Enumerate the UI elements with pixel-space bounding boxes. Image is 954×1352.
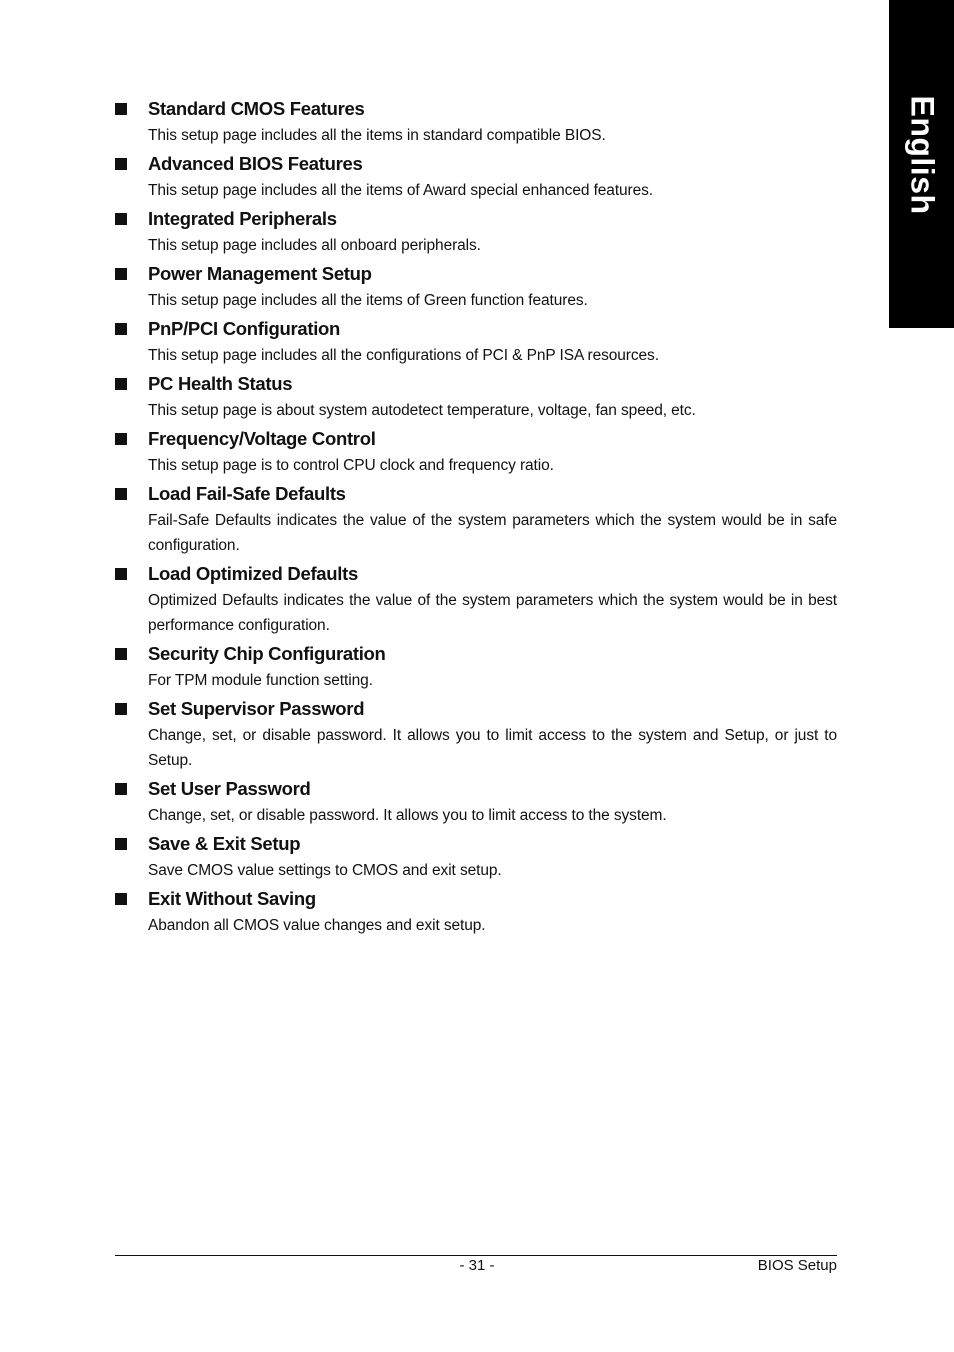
square-bullet-icon xyxy=(115,568,127,580)
item-title: Set User Password xyxy=(148,778,311,799)
list-item xyxy=(115,425,837,480)
item-description: Optimized Defaults indicates the value of the system parameters which the system would be in best performance configuration. xyxy=(148,592,837,634)
list-item xyxy=(115,775,837,830)
square-bullet-icon xyxy=(115,323,127,335)
square-bullet-icon xyxy=(115,783,127,795)
item-description: This setup page includes all the items in standard compatible BIOS. xyxy=(148,127,606,144)
item-description: Abandon all CMOS value changes and exit setup. xyxy=(148,917,486,934)
item-title: Power Management Setup xyxy=(148,263,372,284)
item-description: For TPM module function setting. xyxy=(148,672,373,689)
square-bullet-icon xyxy=(115,268,127,280)
list-item xyxy=(115,885,837,940)
list-item xyxy=(115,480,837,560)
item-title: Exit Without Saving xyxy=(148,888,316,909)
list-item xyxy=(115,695,837,775)
item-title: PnP/PCI Configuration xyxy=(148,318,341,339)
item-title: Security Chip Configuration xyxy=(148,643,386,664)
item-description: Save CMOS value settings to CMOS and exit setup. xyxy=(148,862,502,879)
item-title: Load Optimized Defaults xyxy=(148,563,358,584)
list-item xyxy=(115,150,837,205)
list-item xyxy=(115,830,837,885)
item-title: Set Supervisor Password xyxy=(148,698,365,719)
square-bullet-icon xyxy=(115,103,127,115)
list-item xyxy=(115,640,837,695)
square-bullet-icon xyxy=(115,213,127,225)
footer-section-title: BIOS Setup xyxy=(757,1257,837,1274)
item-title: Load Fail-Safe Defaults xyxy=(148,483,346,504)
square-bullet-icon xyxy=(115,378,127,390)
item-description: Fail-Safe Defaults indicates the value of the system parameters which the system would be in safe configuration. xyxy=(148,512,837,554)
footer-divider xyxy=(115,1255,837,1256)
square-bullet-icon xyxy=(115,838,127,850)
square-bullet-icon xyxy=(115,433,127,445)
square-bullet-icon xyxy=(115,158,127,170)
item-title: Frequency/Voltage Control xyxy=(148,428,376,449)
list-item xyxy=(115,315,837,370)
item-title: Save & Exit Setup xyxy=(148,833,301,854)
square-bullet-icon xyxy=(115,703,127,715)
item-title: PC Health Status xyxy=(148,373,293,394)
list-item xyxy=(115,95,837,150)
item-description: This setup page is about system autodetect temperature, voltage, fan speed, etc. xyxy=(148,402,696,419)
list-item xyxy=(115,205,837,260)
item-description: This setup page includes all the items of Award special enhanced features. xyxy=(148,182,653,199)
item-description: This setup page includes all the configurations of PCI & PnP ISA resources. xyxy=(148,347,659,364)
item-description: This setup page is to control CPU clock and frequency ratio. xyxy=(148,457,554,474)
item-title: Advanced BIOS Features xyxy=(148,153,363,174)
page-number-text: - 31 - xyxy=(459,1257,495,1274)
language-tab xyxy=(889,0,954,328)
item-title: Integrated Peripherals xyxy=(148,208,337,229)
list-item xyxy=(115,370,837,425)
item-description: Change, set, or disable password. It allows you to limit access to the system. xyxy=(148,807,667,824)
square-bullet-icon xyxy=(115,893,127,905)
square-bullet-icon xyxy=(115,648,127,660)
language-tab-label: English xyxy=(904,95,940,215)
bios-menu-description-list xyxy=(115,95,837,940)
list-item xyxy=(115,560,837,640)
item-description: Change, set, or disable password. It allows you to limit access to the system and Setup, or just to Setup. xyxy=(148,727,837,769)
square-bullet-icon xyxy=(115,488,127,500)
list-item xyxy=(115,260,837,315)
item-description: This setup page includes all onboard peripherals. xyxy=(148,237,481,254)
item-description: This setup page includes all the items of Green function features. xyxy=(148,292,588,309)
item-title: Standard CMOS Features xyxy=(148,98,365,119)
